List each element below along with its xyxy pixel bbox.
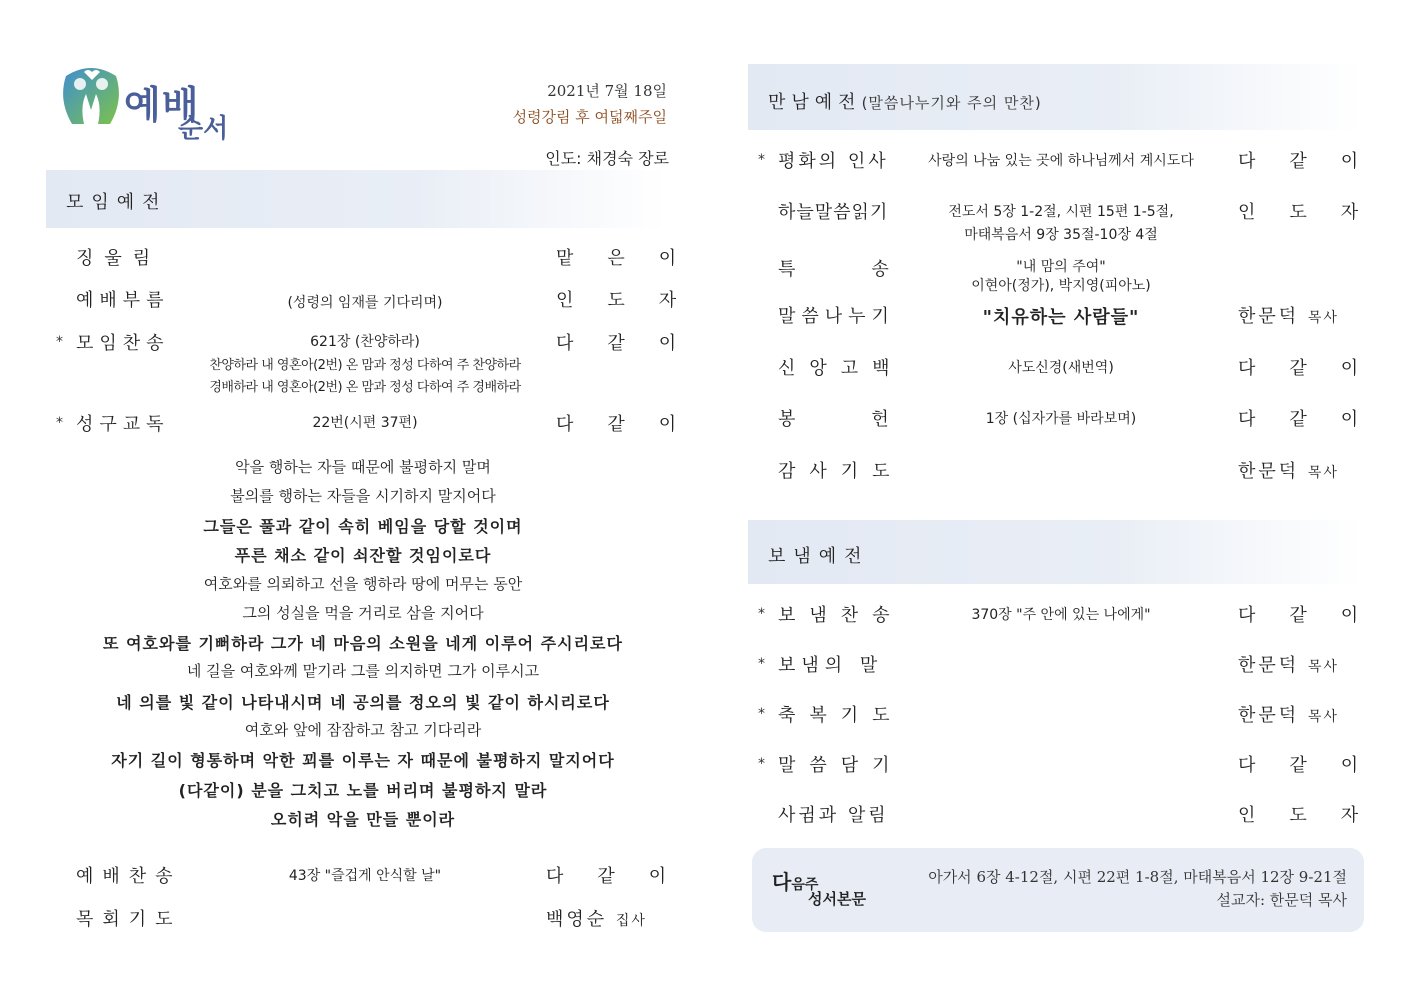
section-title: 만남예전(말씀나누기와 주의 만찬): [768, 92, 1042, 113]
item-who: 한문덕 목사: [1238, 306, 1339, 327]
item-who: 다같이: [1238, 605, 1393, 626]
item-role: 목사: [1307, 310, 1339, 326]
standing-star-icon: *: [758, 706, 765, 722]
reading-line: 그들은 풀과 같이 속히 베임을 당할 것이며: [203, 517, 523, 536]
item-label: 목회기도: [76, 909, 182, 930]
sermon-title: "치유하는 사람들": [982, 307, 1140, 328]
standing-star-icon: *: [758, 656, 765, 672]
item-who: 다같이: [1238, 755, 1393, 776]
item-who: 다같이: [1238, 358, 1393, 379]
item-who: 백영순 집사: [546, 909, 647, 930]
item-role: 집사: [615, 913, 647, 929]
item-middle: "내 맘의 주여": [1016, 259, 1106, 275]
item-who: 다같이: [1238, 151, 1393, 172]
item-middle: 사랑의 나눔 있는 곳에 하나님께서 계시도다: [928, 153, 1194, 169]
reading-line: 불의를 행하는 자들을 시기하지 말지어다: [230, 487, 496, 505]
section-gathering-header: [46, 170, 666, 228]
item-who: 인도자: [1238, 202, 1393, 223]
tree-logo-icon: [58, 66, 124, 136]
reading-line: (다같이) 분을 그치고 노를 버리며 불평하지 말라: [178, 781, 548, 800]
item-label: 봉헌: [778, 409, 965, 430]
standing-star-icon: *: [56, 415, 63, 431]
item-label: 보냄의 말: [778, 655, 884, 676]
preacher-text: 설교자: 한문덕 목사: [1216, 891, 1347, 909]
item-middle: 621장 (찬양하라): [310, 334, 420, 350]
item-middle: 22번(시편 37편): [312, 415, 418, 431]
item-label: 특송: [778, 259, 965, 280]
item-label: 축복기도: [778, 705, 904, 726]
reading-line: 푸른 채소 같이 쇠잔할 것임이로다: [234, 546, 492, 565]
next-week-scripture: [928, 866, 1347, 912]
item-label: 사귐과 알림: [778, 805, 889, 826]
item-middle: 43장 "즐겁게 안식할 날": [288, 868, 442, 884]
item-label: 신앙고백: [778, 358, 904, 379]
scripture-text: 아가서 6장 4-12절, 시편 22편 1-8절, 마태복음서 12장 9-21절: [928, 868, 1347, 886]
item-who: 한문덕 목사: [1238, 655, 1339, 676]
item-label: 모임찬송: [76, 333, 170, 354]
item-who: 다같이: [556, 333, 711, 354]
section-title: 모임예전: [66, 192, 168, 213]
item-label: 예배찬송: [76, 866, 182, 887]
item-role: 목사: [1307, 465, 1339, 481]
item-middle: 370장 "주 안에 있는 나에게": [971, 607, 1151, 623]
section-meeting-header: [748, 64, 1362, 130]
liturgical-sunday: 성령강림 후 여덟째주일: [512, 108, 667, 126]
item-middle-line2: 마태복음서 9장 35절-10장 4절: [964, 227, 1158, 243]
next-week-title: 다음주: [772, 870, 819, 894]
reading-line: 또 여호와를 기뻐하라 그가 네 마음의 소원을 네게 이루어 주시리로다: [103, 634, 623, 653]
item-role: 목사: [1307, 659, 1339, 675]
item-label: 말씀담기: [778, 755, 904, 776]
item-label: 성구교독: [76, 414, 170, 435]
item-who: 다같이: [546, 866, 701, 887]
reading-line: 그의 성실을 먹을 거리로 삼을 지어다: [242, 604, 484, 622]
next-week-subtitle: 성서본문: [808, 890, 866, 908]
item-label: 말씀나누기: [778, 306, 895, 327]
item-middle: 사도신경(새번역): [1008, 360, 1114, 376]
item-who: 다같이: [556, 414, 711, 435]
item-who: 한문덕 목사: [1238, 461, 1339, 482]
item-who: 인도자: [556, 290, 711, 311]
section-subtitle: (말씀나누기와 주의 만찬): [861, 94, 1042, 112]
item-label: 평화의 인사: [778, 151, 889, 172]
item-role: 목사: [1307, 709, 1339, 725]
item-middle-line2: 이현아(정가), 박지영(피아노): [971, 278, 1151, 294]
item-who: 다같이: [1238, 409, 1393, 430]
item-label: 감사기도: [778, 461, 904, 482]
hymn-lyric-line: 찬양하라 내 영혼아(2번) 온 맘과 정성 다하여 주 찬양하라: [209, 358, 521, 373]
item-middle: 전도서 5장 1-2절, 시편 15편 1-5절,: [948, 204, 1174, 220]
logo-subtitle: 순서: [178, 114, 229, 144]
reading-line: 여호와 앞에 잠잠하고 참고 기다리라: [244, 721, 482, 739]
reading-line: 네 의를 빛 같이 나타내시며 네 공의를 정오의 빛 같이 하시리로다: [116, 693, 610, 712]
item-label: 징울림: [76, 248, 162, 269]
item-label: 보냄찬송: [778, 605, 904, 626]
standing-star-icon: *: [758, 756, 765, 772]
service-leader: 인도: 채경숙 장로: [545, 149, 669, 168]
logo-title: 예배: [124, 82, 200, 127]
item-who: 맡은이: [556, 248, 711, 269]
item-who: 인도자: [1238, 805, 1393, 826]
reading-line: 자기 길이 형통하며 악한 꾀를 이루는 자 때문에 불평하지 말지어다: [111, 751, 615, 770]
item-middle: (성령의 임재를 기다리며): [287, 295, 443, 311]
item-middle: 1장 (십자가를 바라보며): [985, 411, 1137, 427]
standing-star-icon: *: [56, 334, 63, 350]
section-title: 보냄예전: [768, 546, 870, 567]
item-label: 예배부름: [76, 290, 170, 311]
reading-line: 악을 행하는 자들 때문에 불평하지 말며: [235, 458, 491, 476]
reading-line: 네 길을 여호와께 맡기라 그를 의지하면 그가 이루시고: [186, 662, 540, 680]
item-who: 한문덕 목사: [1238, 705, 1339, 726]
standing-star-icon: *: [758, 606, 765, 622]
reading-line: 오히려 악을 만들 뿐이라: [270, 810, 456, 829]
reading-line: 여호와를 의뢰하고 선을 행하라 땅에 머무는 동안: [203, 575, 523, 593]
hymn-lyric-line: 경배하라 내 영혼아(2번) 온 맘과 정성 다하여 주 경배하라: [209, 380, 521, 395]
item-label: 하늘말씀읽기: [778, 202, 889, 223]
service-date: 2021년 7월 18일: [547, 82, 667, 100]
standing-star-icon: *: [758, 152, 765, 168]
section-sending-header: [748, 520, 1362, 584]
